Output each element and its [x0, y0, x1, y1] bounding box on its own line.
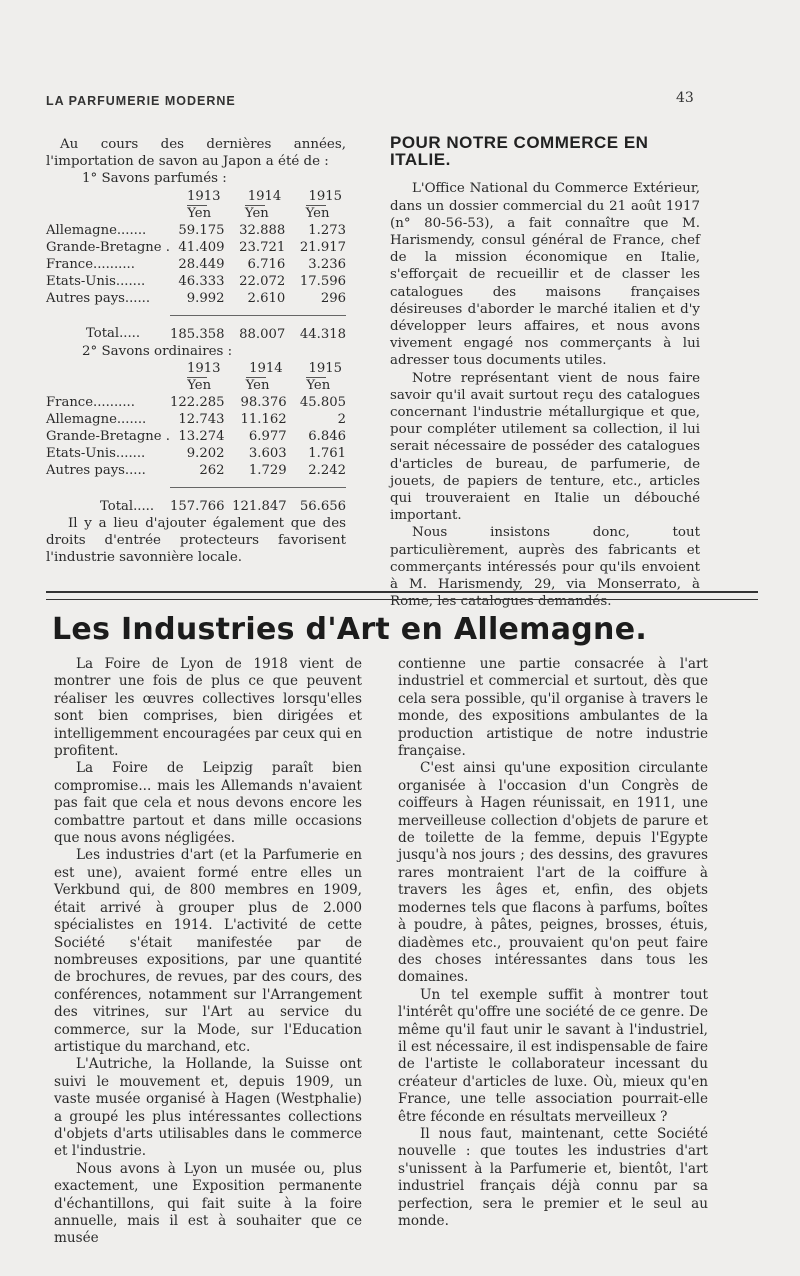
- paragraph: L'Autriche, la Hollande, la Suisse ont suivi le mouvement et, depuis 1909, un vaste musée organisé à Hagen (Westphalie) a groupé les plus intéressantes collections d'objets d'arts utilisables dans le commerce et l'industrie.: [54, 1056, 362, 1160]
- value-cell: 12.743: [178, 411, 225, 427]
- value-cell: 6.846: [308, 428, 346, 444]
- italy-commerce-column: [390, 134, 700, 610]
- country-cell: France..........: [46, 394, 135, 410]
- unit-label: Yen: [187, 205, 212, 221]
- value-cell: 1.761: [308, 445, 346, 461]
- total-cell: 44.318: [299, 326, 346, 342]
- total-cell: 121.847: [232, 498, 287, 514]
- table2-subtitle: 2° Savons ordinaires :: [82, 343, 233, 359]
- paragraph: L'Office National du Commerce Extérieur, dans un dossier commercial du 21 août 1917 (n° 80-56-53), a fait connaître que M. Harismendy, consul général de France, chef de la mission économique en Italie, s'efforçait de recueillir et de classer les catalogues des maisons françaises désireuses d'aborder le marché italien et d'y développer leurs affaires, et nous avons vivement engagé nos commerçants à lui adresser tous documents utiles.: [390, 181, 700, 369]
- section-divider: [46, 591, 758, 600]
- value-cell: 9.992: [186, 290, 225, 306]
- table-row: [46, 445, 346, 462]
- country-cell: Etats-Unis.......: [46, 445, 146, 461]
- year-header: 1913: [186, 360, 221, 376]
- paragraph: Un tel exemple suffit à montrer tout l'intérêt qu'offre une société de ce genre. De même qu'il faut unir le savant à l'industriel, il est nécessaire, il est indispensable de faire de l'artiste le collaborateur incessant du créateur d'articles de luxe. Où, mieux qu'en France, une telle association pourrait-elle être féconde en résultats merveilleux ?: [398, 986, 708, 1125]
- value-cell: 2: [337, 411, 346, 427]
- value-cell: 1.729: [248, 462, 287, 478]
- table-row: [46, 273, 346, 290]
- total-label: Total.....: [100, 498, 155, 514]
- paragraph: La Foire de Lyon de 1918 vient de montrer une fois de plus ce que peuvent réaliser les œuvres collectives lorsqu'elles sont bien comprises, bien dirigées et intelligemment encouragées par ceux qui en profitent.: [54, 656, 362, 760]
- value-cell: 98.376: [240, 394, 287, 410]
- value-cell: 1.273: [308, 222, 346, 238]
- total-cell: 157.766: [169, 498, 225, 514]
- total-cell: 185.358: [169, 326, 225, 342]
- value-cell: 9.202: [186, 445, 225, 461]
- value-cell: 32.888: [239, 222, 286, 238]
- country-cell: Etats-Unis.......: [46, 273, 146, 289]
- table-row: [46, 290, 346, 307]
- paragraph: Notre représentant vient de nous faire savoir qu'il avait surtout reçu des catalogues concernant l'industrie métallurgique et que, pour compléter utilement sa collection, il lui serait nécessaire de posséder des catalogues d'articles de bureau, de parfumerie, de jouets, de papiers de tenture, etc., articles qui trouveraient en Italie un débouché important.: [390, 370, 700, 524]
- paragraph: Nous insistons donc, tout particulièrement, auprès des fabricants et commerçants intéressés pour qu'ils envoient à M. Harismendy, 29, via Monserrato, à Rome, les catalogues demandés.: [390, 525, 700, 610]
- table-row: [46, 462, 346, 479]
- soap-import-column: [46, 136, 346, 566]
- running-head: LA PARFUMERIE MODERNE: [46, 94, 236, 108]
- unit-label: Yen: [187, 377, 212, 393]
- country-cell: Allemagne.......: [46, 222, 147, 238]
- page-number: 43: [676, 90, 694, 106]
- value-cell: 13.274: [178, 428, 225, 444]
- article-left-column: [54, 656, 362, 1248]
- unit-label: Yen: [305, 205, 330, 221]
- value-cell: 59.175: [178, 222, 225, 238]
- total-row: [46, 315, 346, 343]
- value-cell: 28.449: [178, 256, 225, 272]
- value-cell: 2.242: [308, 462, 346, 478]
- table-row: [46, 394, 346, 411]
- unit-label: Yen: [245, 377, 270, 393]
- country-cell: Autres pays.....: [46, 462, 146, 478]
- value-cell: 3.236: [308, 256, 346, 272]
- paragraph: C'est ainsi qu'une exposition circulante organisée à l'occasion d'un Congrès de coiffeurs à Hagen réunissait, en 1911, une merveilleuse collection d'objets de parure et de toilette de la femme, depuis l'Egypte jusqu'à nos jours ; des dessins, des gravures rares montraient l'art de la coiffure à travers les âges et, enfin, des objets modernes tels que flacons à parfums, boîtes à poudre, à pâtes, peignes, brosses, étuis, diadèmes etc., prouvaient qu'on peut faire des choses intéressantes dans tous les domaines.: [398, 760, 708, 986]
- intro-paragraph: Au cours des dernières années, l'importation de savon au Japon a été de :: [46, 137, 346, 170]
- country-cell: Grande-Bretagne .: [46, 428, 170, 444]
- value-cell: 11.162: [240, 411, 287, 427]
- section-title: POUR NOTRE COMMERCE EN ITALIE.: [390, 133, 649, 170]
- paragraph: La Foire de Leipzig paraît bien compromise... mais les Allemands n'avaient pas fait que cela et nous devons encore les combattre partout et dans mille occasions que nous avons négligées.: [54, 760, 362, 847]
- total-cell: 56.656: [299, 498, 346, 514]
- value-cell: 46.333: [178, 273, 225, 289]
- perfumed-soap-table: [46, 188, 346, 343]
- value-cell: 22.072: [239, 273, 286, 289]
- article-right-column: [398, 656, 708, 1230]
- article-title: Les Industries d'Art en Allemagne.: [52, 612, 648, 647]
- year-header: 1914: [247, 188, 282, 204]
- year-header: 1914: [249, 360, 283, 376]
- value-cell: 2.610: [247, 290, 286, 306]
- country-cell: France..........: [46, 256, 135, 272]
- closing-paragraph: Il y a lieu d'ajouter également que des droits d'entrée protecteurs favorisent l'industrie savonnière locale.: [46, 515, 346, 566]
- year-header: 1915: [308, 188, 342, 204]
- unit-label: Yen: [306, 377, 331, 393]
- country-cell: Autres pays......: [46, 290, 151, 306]
- value-cell: 17.596: [299, 273, 346, 289]
- paragraph: Les industries d'art (et la Parfumerie en est une), avaient formé entre elles un Verkbund qui, de 800 membres en 1909, était arrivé à grouper plus de 2.000 spécialistes en 1914. L'activité de cette Société s'était manifestée par de nombreuses expositions, par une quantité de brochures, de revues, par des cours, des conférences, notamment sur l'Arrangement des vitrines, sur l'Art au service du commerce, sur la Mode, sur l'Education artistique du marchand, etc.: [54, 847, 362, 1055]
- table-row: [46, 428, 346, 445]
- paragraph: Il nous faut, maintenant, cette Société nouvelle : que toutes les industries d'art s'unissent à la Parfumerie et, bientôt, l'art industriel français déjà connu par sa perfection, sera le premier et le seul au monde.: [398, 1125, 708, 1229]
- value-cell: 6.716: [247, 256, 286, 272]
- paragraph: contienne une partie consacrée à l'art industriel et commercial et surtout, dès que cela sera possible, qu'il organise à travers le monde, des expositions ambulantes de la production artistique de notre industrie française.: [398, 656, 708, 760]
- table1-subtitle: 1° Savons parfumés :: [82, 171, 227, 187]
- ordinary-soap-table: [46, 360, 346, 515]
- year-header: 1913: [186, 188, 221, 204]
- value-cell: 3.603: [248, 445, 287, 461]
- paragraph: Nous avons à Lyon un musée ou, plus exactement, une Exposition permanente d'échantillons, qui fait suite à la foire annuelle, mais il est à souhaiter que ce musée: [54, 1160, 362, 1247]
- country-cell: Grande-Bretagne .: [46, 239, 170, 255]
- value-cell: 45.805: [299, 394, 346, 410]
- total-cell: 88.007: [239, 326, 286, 342]
- table-row: [46, 239, 346, 256]
- value-cell: 122.285: [169, 394, 225, 410]
- value-cell: 23.721: [239, 239, 286, 255]
- unit-label: Yen: [244, 205, 269, 221]
- value-cell: 41.409: [178, 239, 225, 255]
- table-row: [46, 256, 346, 273]
- year-header: 1915: [308, 360, 342, 376]
- total-row: [46, 487, 346, 515]
- table-row: [46, 411, 346, 428]
- value-cell: 6.977: [248, 428, 287, 444]
- country-cell: Allemagne.......: [46, 411, 147, 427]
- value-cell: 262: [199, 462, 225, 478]
- table-row: [46, 222, 346, 239]
- value-cell: 21.917: [299, 239, 346, 255]
- total-label: Total.....: [86, 326, 141, 342]
- value-cell: 296: [320, 290, 346, 306]
